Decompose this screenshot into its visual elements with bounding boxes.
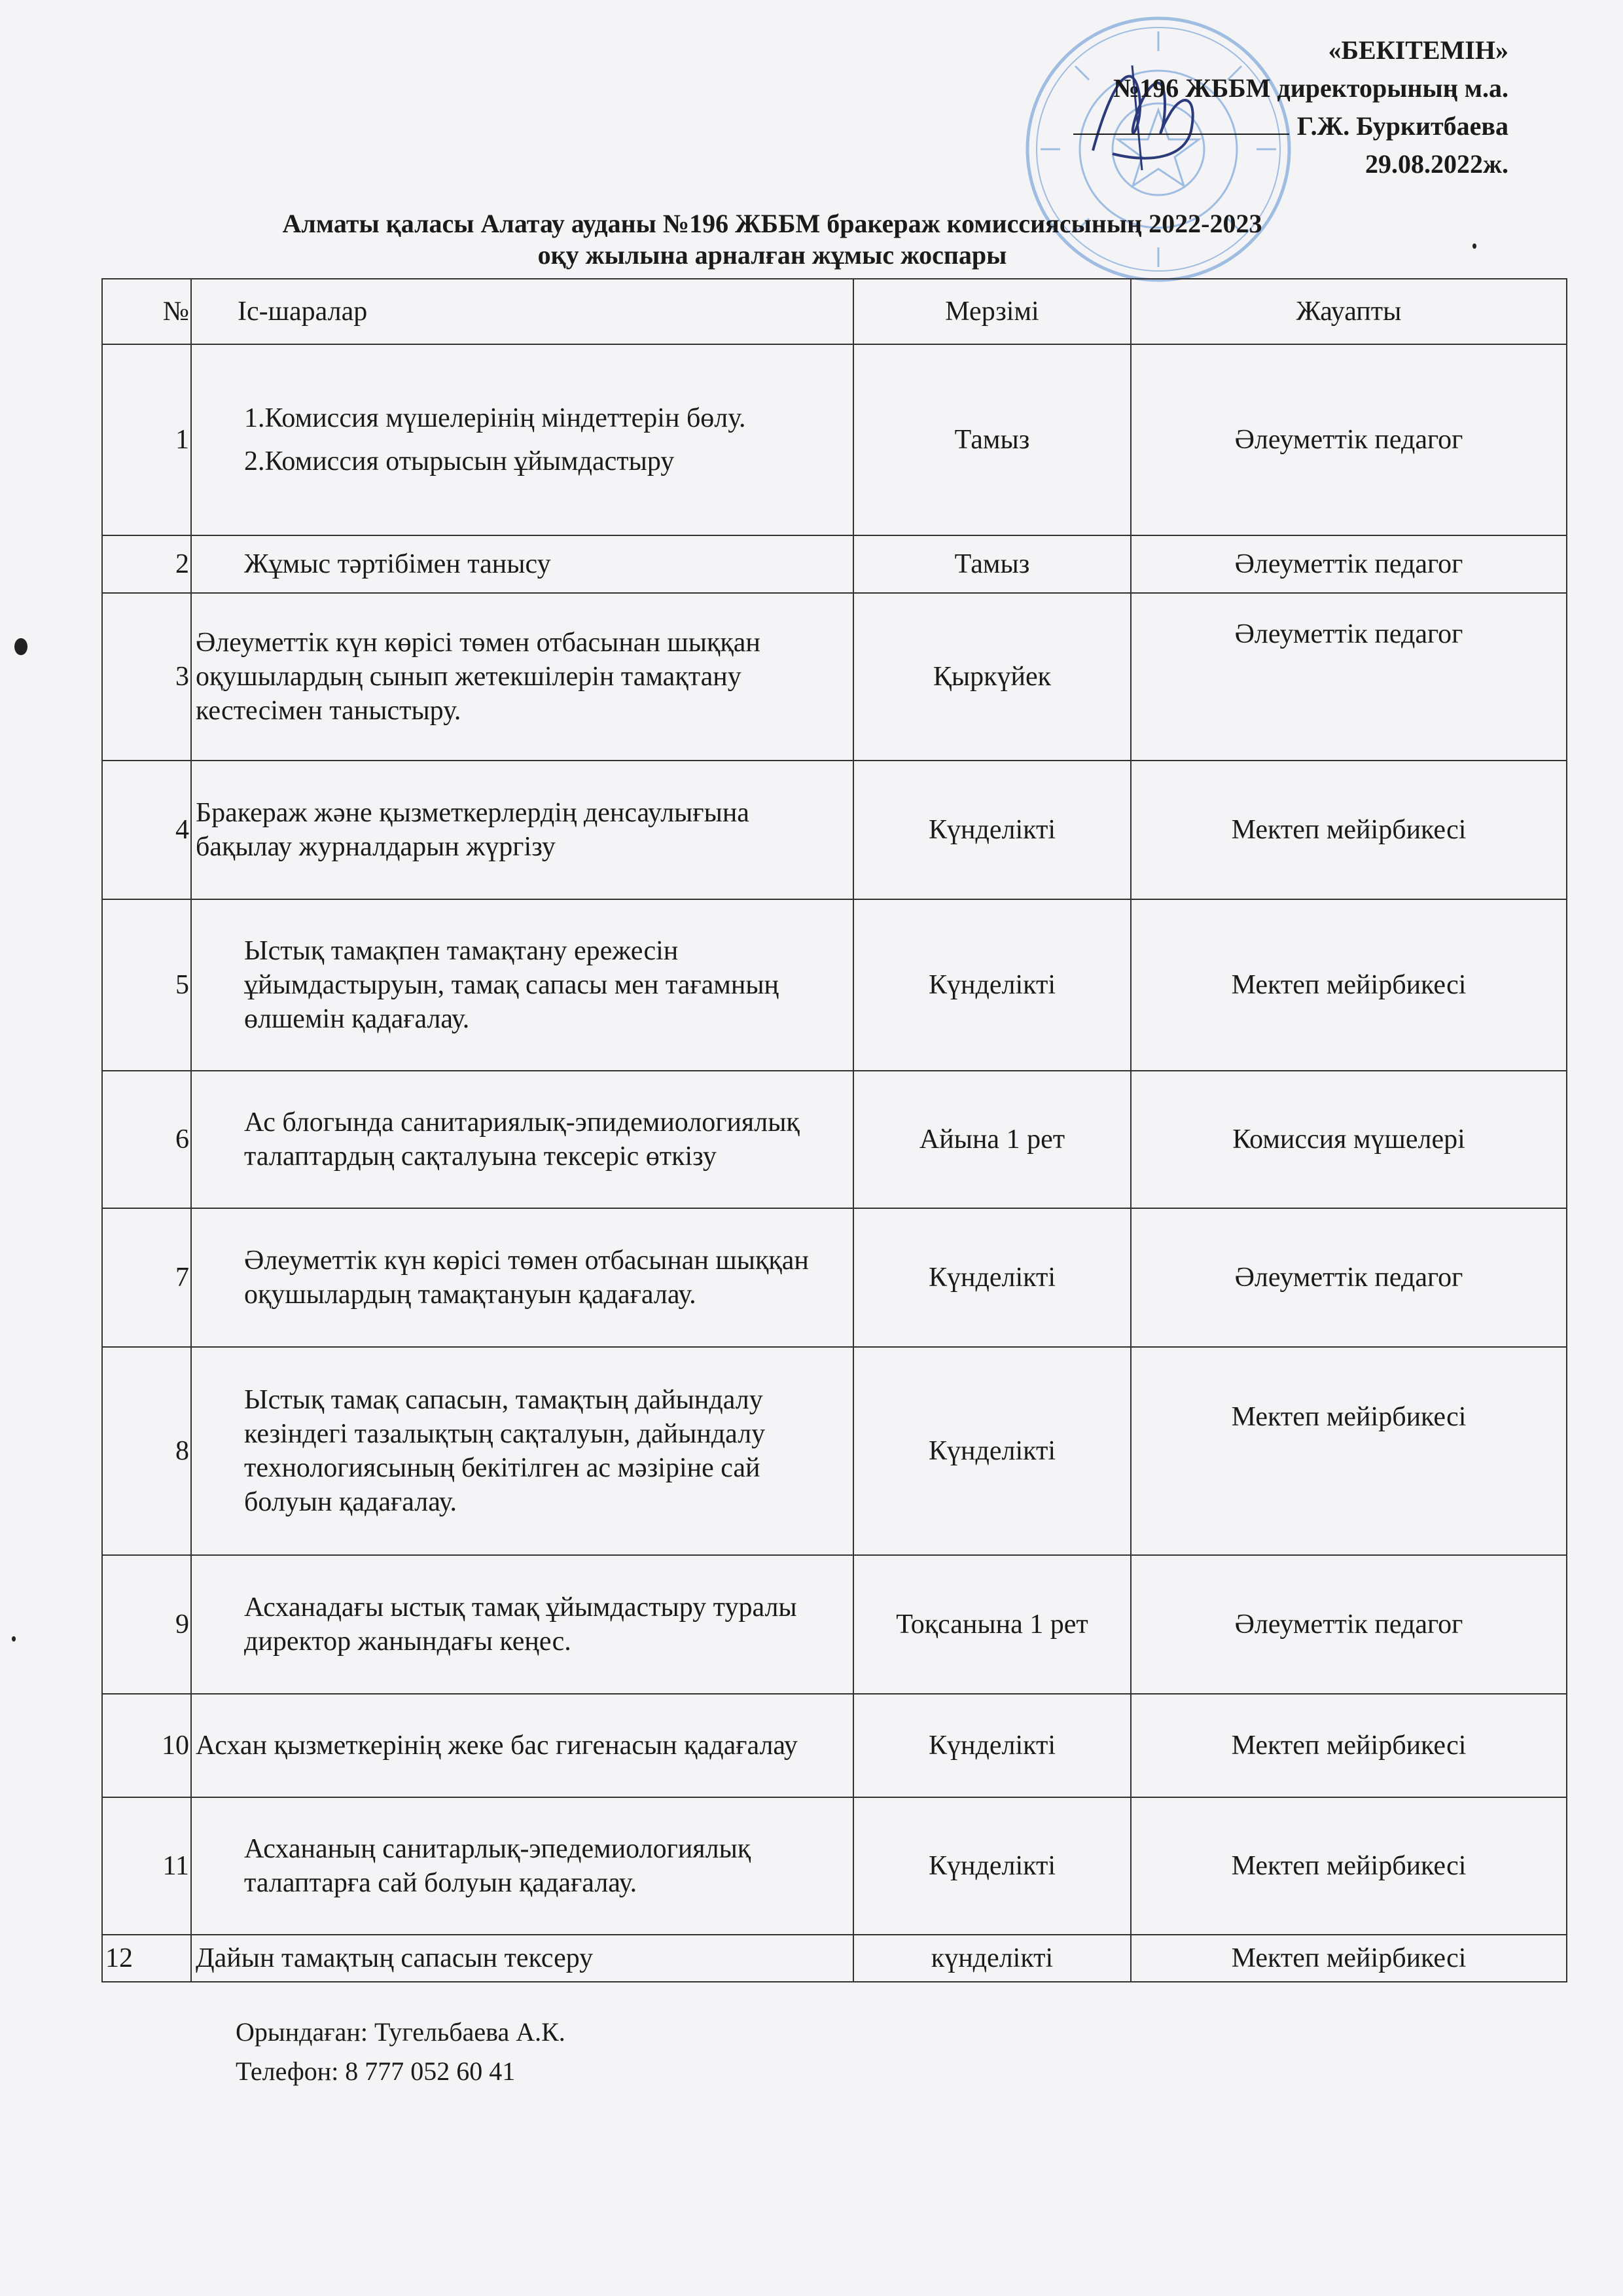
row-responsible: Әлеуметтік педагог [1131,535,1567,593]
row-responsible: Мектеп мейірбикесі [1131,1935,1567,1982]
row-responsible: Әлеуметтік педагог [1131,344,1567,535]
row-num: 11 [102,1797,191,1935]
table-row [102,1797,1567,1935]
row-term: Күнделікті [853,1797,1131,1935]
approval-block [1073,31,1508,183]
row-num: 6 [102,1071,191,1208]
row-activity: Ыстық тамақпен тамақтану ережесін ұйымдастыруын, тамақ сапасы мен тағамның өлшемін қадағалау. [191,899,853,1071]
row-activity: Ас блогында санитариялық-эпидемиологиялық талаптардың сақталуына тексеріс өткізу [191,1071,853,1208]
row-term: Айына 1 рет [853,1071,1131,1208]
approval-title: «БЕКІТЕМІН» [1328,35,1508,65]
row-activity-part-1: 1.Комиссия мүшелерінің міндеттерін бөлу. [244,403,746,433]
row-responsible: Мектеп мейірбикесі [1131,1694,1567,1797]
table-row [102,535,1567,593]
table-row [102,1347,1567,1555]
table-row [102,344,1567,535]
approval-name: Г.Ж. Буркитбаева [1296,111,1508,141]
row-num: 8 [102,1347,191,1555]
row-activity: Әлеуметтік күн көрісі төмен отбасынан шыққан оқушылардың тамақтануын қадағалау. [191,1208,853,1347]
header-term: Мерзімі [853,279,1131,344]
row-activity: Асханадағы ыстық тамақ ұйымдастыру туралы директор жанындағы кеңес. [191,1555,853,1694]
row-num: 10 [102,1694,191,1797]
row-num: 12 [102,1935,191,1982]
row-activity [191,344,853,535]
table-row [102,1694,1567,1797]
row-term: Тамыз [853,535,1131,593]
approval-position: №196 ЖББМ директорының м.а. [1113,73,1508,103]
row-num: 1 [102,344,191,535]
row-num: 2 [102,535,191,593]
row-responsible: Мектеп мейірбикесі [1131,761,1567,899]
table-row [102,761,1567,899]
row-num: 5 [102,899,191,1071]
row-responsible: Әлеуметтік педагог [1131,1208,1567,1347]
row-term: Тамыз [853,344,1131,535]
row-term: күнделікті [853,1935,1131,1982]
row-activity: Дайын тамақтың сапасын тексеру [191,1935,853,1982]
row-term: Күнделікті [853,899,1131,1071]
row-num: 3 [102,593,191,761]
row-responsible: Мектеп мейірбикесі [1131,899,1567,1071]
signature-line [1073,114,1289,135]
document-title [0,208,1623,271]
row-responsible: Комиссия мүшелері [1131,1071,1567,1208]
table-row [102,593,1567,761]
row-activity: Әлеуметтік күн көрісі төмен отбасынан шыққан оқушылардың сынып жетекшілерін тамақтану кестесімен таныстыру. [191,593,853,761]
title-line-1: Алматы қаласы Алатау ауданы №196 ЖББМ бракераж комиссиясының 2022-2023 [282,209,1262,238]
header-num: № [102,279,191,344]
header-responsible: Жауапты [1131,279,1567,344]
row-responsible: Мектеп мейірбикесі [1131,1797,1567,1935]
row-term: Күнделікті [853,1694,1131,1797]
title-line-2: оқу жылына арналған жұмыс жоспары [537,240,1007,270]
header-activity: Іс-шаралар [191,279,853,344]
row-term: Күнделікті [853,1347,1131,1555]
row-activity-part-2: 2.Комиссия отырысын ұйымдастыру [244,446,675,476]
table-row [102,1555,1567,1694]
row-activity: Асхананың санитарлық-эпедемиологиялық талаптарға сай болуын қадағалау. [191,1797,853,1935]
row-responsible: Әлеуметтік педагог [1131,1555,1567,1694]
row-responsible: Әлеуметтік педагог [1131,593,1567,761]
row-activity: Асхан қызметкерінің жеке бас гигенасын қадағалау [191,1694,853,1797]
row-term: Қыркүйек [853,593,1131,761]
row-activity: Жұмыс тәртібімен танысу [191,535,853,593]
row-num: 7 [102,1208,191,1347]
footer-block [236,2013,565,2091]
row-activity: Бракераж және қызметкерлердің денсаулығына бақылау журналдарын жүргізу [191,761,853,899]
approval-date: 29.08.2022ж. [1364,149,1508,179]
table-row [102,1071,1567,1208]
row-term: Күнделікті [853,1208,1131,1347]
row-responsible: Мектеп мейірбикесі [1131,1347,1567,1555]
scan-speck [12,1636,16,1641]
table-row [102,899,1567,1071]
row-term: Күнделікті [853,761,1131,899]
row-num: 9 [102,1555,191,1694]
scan-speck [1472,243,1476,249]
table-row [102,1935,1567,1982]
table-row [102,1208,1567,1347]
table-header-row [102,279,1567,344]
row-activity: Ыстық тамақ сапасын, тамақтың дайындалу кезіндегі тазалықтың сақталуын, дайындалу технологиясының бекітілген ас мәзіріне сай болуын қадағалау. [191,1347,853,1555]
row-term: Тоқсанына 1 рет [853,1555,1131,1694]
scan-speck [14,638,27,655]
approval-name-line [1073,107,1508,145]
performer: Орындаған: Тугельбаева А.К. [236,2017,565,2047]
work-plan-table [101,278,1567,1982]
row-num: 4 [102,761,191,899]
phone: Телефон: 8 777 052 60 41 [236,2056,516,2086]
